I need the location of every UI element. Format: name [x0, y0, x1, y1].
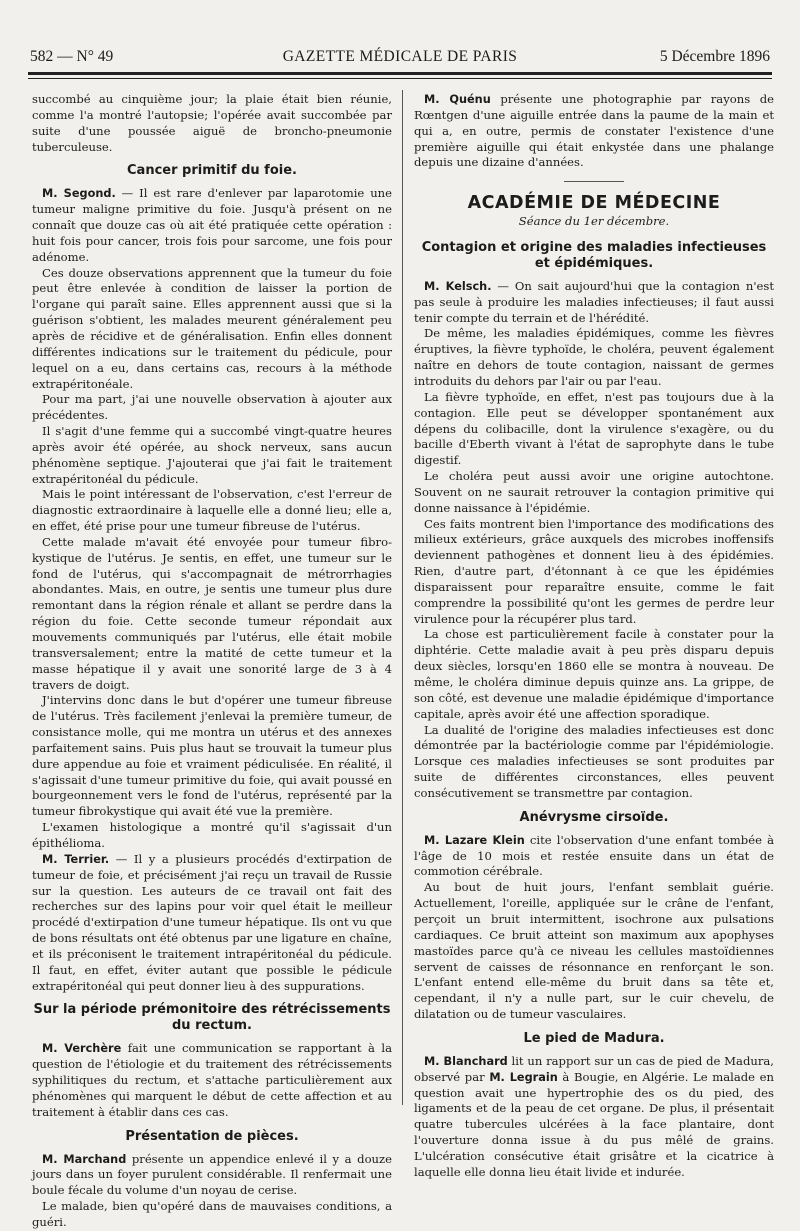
paragraph: La fièvre typhoïde, en effet, n'est pas toujours due à la contagion. Elle peut se développer spontanément aux dépens du colibacille, dont la virulence s'exagère, ou du bacille d'Eberth vivant à l'état de saprophyte dans le tube digestif.: [414, 389, 774, 468]
journal-title: GAZETTE MÉDICALE DE PARIS: [282, 48, 518, 65]
speaker-name: M. Segond.: [42, 187, 116, 201]
speaker-name: M. Terrier.: [42, 852, 110, 866]
paragraph: Pour ma part, j'ai une nouvelle observation à ajouter aux précédentes.: [32, 392, 392, 423]
speaker-name: M. Lazare Klein: [424, 833, 525, 847]
page-header: [30, 48, 770, 70]
paragraph: Ces douze observations apprennent que la tumeur du foie peut être enlevée à condition de laisser la portion de l'organe qui paraît saine. Elles apprennent aussi que si la guérison s'obtient, les malades meurent généralement peu après de récidive et de généralisation. Enfin elles donnent différentes indications sur le traitement du pédicule, pour lequel on a eu, dans certains cas, recours à la méthode extrapéritonéale.: [32, 265, 392, 391]
paragraph: De même, les maladies épidémiques, comme les fièvres éruptives, la fièvre typhoïde, le choléra, peuvent également naître en dehors de toute contagion, naissant de germes introduits du dehors par l'air ou par l'eau.: [414, 326, 774, 388]
speaker-name: M. Marchand: [42, 1152, 127, 1166]
right-column: [414, 92, 774, 1181]
paragraph: Ces faits montrent bien l'importance des modifications des milieux extérieurs, grâce auxquels des microbes inoffensifs deviennent pathogènes et donnent lieu à des épidémies. Rien, d'autre part, d'étonnant à ce que les épidémies disparaissent pour reparaître ensuite, comme le fait comprendre la possibilité qu'ont les germes de perdre leur virulence pour la récupérer plus tard.: [414, 516, 774, 626]
left-column: [32, 92, 392, 1231]
paragraph: M. Quénu présente une photographie par rayons de Rœntgen d'une aiguille entrée dans la paume de la main et qui a, en outre, permis de constater l'existence d'une première aiguille qui était enkystée dans une phalange depuis une dizaine d'années.: [414, 92, 774, 170]
paragraph: M. Terrier. — Il y a plusieurs procédés d'extirpation de tumeur de foie, et précisément j'ai reçu un travail de Russie sur la question. Les auteurs de ce travail ont fait des recherches sur des lapins pour voir quel était le meilleur procédé d'extirpation d'une tumeur hépatique. Ils ont vu que de bons résultats ont été obtenus par une ligature en chaîne, et ils préconisent le traitement intrapéritonéal du pédicule. Il faut, en effet, éviter autant que possible le pédicule extrapéritonéal qui peut donner lieu à des suppurations.: [32, 851, 393, 993]
paragraph: M. Lazare Klein cite l'observation d'une enfant tombée à l'âge de 10 mois et restée ensuite dans un état de commotion cérébrale.: [414, 832, 774, 879]
page-number: 582 — N° 49: [30, 48, 114, 65]
section-heading: Sur la période prémonitoire des rétrécissements du rectum.: [33, 1002, 391, 1034]
paragraph: M. Kelsch. — On sait aujourd'hui que la contagion n'est pas seule à produire les maladies infectieuses; il faut aussi tenir compte du terrain et de l'hérédité.: [414, 278, 775, 325]
paragraph: Cette malade m'avait été envoyée pour tumeur fibro-kystique de l'utérus. Je sentis, en effet, une tumeur sur le fond de l'utérus, qui s'accompagnait de métrorrhagies abondantes. Mais, en outre, je sentis une tumeur plus dure remontant dans la région rénale et allant se perdre dans la région du foie. Cette seconde tumeur répondait aux mouvements communiqués par l'utérus, elle était mobile transversalement; entre la matité de cette tumeur et la masse hépatique il y avait une sonorité large de 3 à 4 travers de doigt.: [32, 534, 392, 692]
section-heading: Présentation de pièces.: [125, 1128, 299, 1144]
section-heading: Cancer primitif du foie.: [127, 163, 297, 179]
section-heading: Contagion et origine des maladies infectieuses et épidémiques.: [421, 239, 767, 271]
paragraph: Au bout de huit jours, l'enfant semblait guérie. Actuellement, l'oreille, appliquée sur le crâne de l'enfant, perçoit un bruit intermittent, isochrone aux pulsations cardiaques. Ce bruit atteint son maximum aux apophyses mastoïdes parce qu'à ce niveau les cellules mastoïdiennes servent de caisses de résonnance en renforçant le son. L'enfant entend elle-même du bruit dans sa tête et, cependant, il n'y a nulle part, sur le cuir chevelu, de dilatation ou de tumeur vasculaires.: [414, 880, 774, 1022]
section-heading: Anévrysme cirsoïde.: [519, 809, 669, 825]
speaker-name: M. Kelsch.: [424, 279, 492, 293]
issue-date: 5 Décembre 1896: [659, 48, 770, 65]
paragraph: Le malade, bien qu'opéré dans de mauvaises conditions, a guéri.: [32, 1199, 392, 1229]
speaker-name: M. Legrain: [489, 1070, 558, 1084]
speaker-name: M. Verchère: [42, 1042, 122, 1056]
paragraph: La chose est particulièrement facile à constater pour la diphtérie. Cette maladie avait à peu près disparu depuis deux siècles, lorsqu'en 1860 elle se montra à nouveau. De même, le choléra diminue depuis quinze ans. La grippe, de son côté, est devenue une maladie épidémique d'importance capitale, après avoir été une affection sporadique.: [414, 627, 774, 721]
paragraph: La dualité de l'origine des maladies infectieuses est donc démontrée par la bactériologie comme par l'épidémiologie. Lorsque ces maladies infectieuses se sont produites par suite de différentes circonstances, elles peuvent consécutivement se transmettre par contagion.: [414, 722, 774, 800]
column-divider: [402, 90, 403, 1105]
paragraph: Le choléra peut aussi avoir une origine autochtone. Souvent on ne saurait retrouver la contagion primitive qui donne naissance à l'épidémie.: [414, 469, 774, 515]
academy-heading: ACADÉMIE DE MÉDECINE: [467, 193, 721, 214]
header-rule-thick: [28, 72, 772, 75]
paragraph: M. Marchand présente un appendice enlevé il y a douze jours dans un foyer purulent considérable. Il renfermait une boule fécale du volume d'un noyau de cerise.: [32, 1151, 392, 1198]
paragraph: Il s'agit d'une femme qui a succombé vingt-quatre heures après avoir été opérée, au shock nerveux, sans aucun phénomène septique. J'ajouterai que j'ai fait le traitement extrapéritonéal du pédicule.: [32, 424, 392, 486]
header-rule-thin: [28, 78, 772, 79]
paragraph: M. Verchère fait une communication se rapportant à la question de l'étiologie et du traitement des rétrécissements syphilitiques du rectum, et s'attache particulièrement aux phénomènes qui marquent le début de cette affection et au traitement à établir dans ces cas.: [32, 1041, 392, 1119]
speaker-name: M. Blanchard: [424, 1054, 508, 1068]
paragraph: M. Blanchard lit un rapport sur un cas de pied de Madura, observé par M. Legrain à Bougie, en Algérie. Le malade en question avait une hypertrophie des os du pied, des ligaments et de la peau de cet organe. De plus, il présentait quatre tubercules ulcérées à la face plantaire, dont l'ouverture donna issue à du pus mêlé de grains. L'ulcération consécutive était grisâtre et la cicatrice à laquelle elle donna lieu était livide et indurée.: [414, 1053, 774, 1179]
section-separator: [564, 181, 624, 182]
session-date: Séance du 1er décembre.: [518, 214, 670, 229]
paragraph: succombé au cinquième jour; la plaie était bien réunie, comme l'a montré l'autopsie; l'opérée avait succombée par suite d'une poussée aiguë de broncho-pneumonie tuberculeuse.: [32, 92, 392, 154]
paragraph: J'intervins donc dans le but d'opérer une tumeur fibreuse de l'utérus. Très facilement j'enlevai la première tumeur, de consistance molle, qui me montra un utérus et des annexes parfaitement sains. Puis plus haut se trouvait la tumeur plus dure appendue au foie et vraiment pédiculisée. En réalité, il s'agissait d'une tumeur primitive du foie, qui avait poussé en bourgeonnement vers le fond de l'utérus, représenté par la tumeur fibrokystique qui avait été vue la première.: [32, 693, 392, 819]
speaker-name: M. Quénu: [424, 93, 491, 106]
paragraph: M. Segond. — Il est rare d'enlever par laparotomie une tumeur maligne primitive du foie. Jusqu'à présent on ne connaît que douze cas où ait été pratiquée cette opération : huit fois pour cancer, trois fois pour sarcome, une fois pour adénome.: [32, 186, 392, 264]
paragraph: Mais le point intéressant de l'observation, c'est l'erreur de diagnostic extraordinaire à laquelle elle a donné lieu; elle a, en effet, été prise pour une tumeur fibreuse de l'utérus.: [32, 487, 392, 534]
paragraph: L'examen histologique a montré qu'il s'agissait d'un épithélioma.: [32, 820, 392, 850]
section-heading: Le pied de Madura.: [523, 1030, 665, 1046]
